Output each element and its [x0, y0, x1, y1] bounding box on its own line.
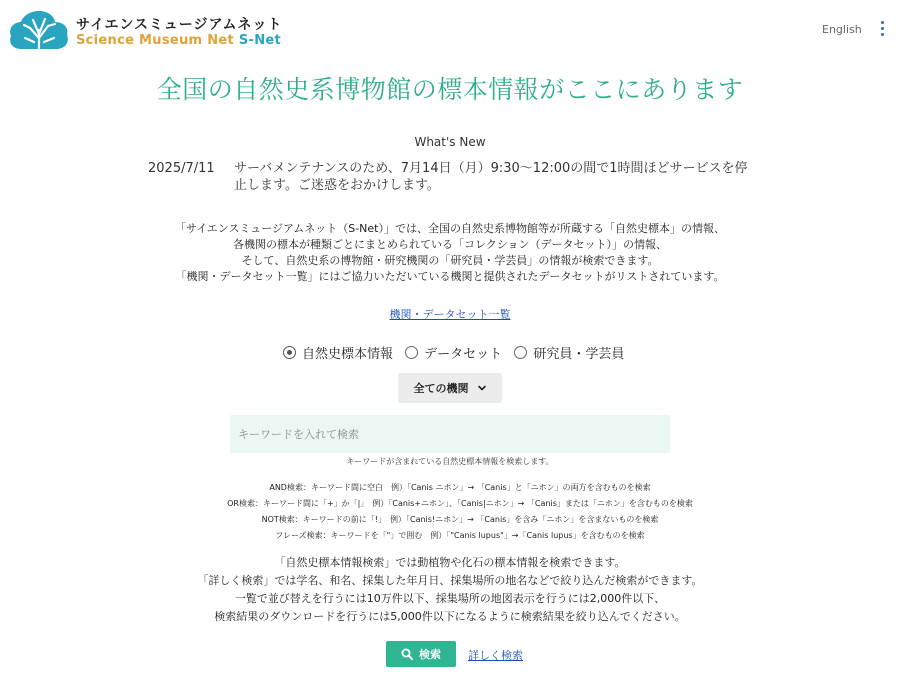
keyword-search-input[interactable] — [230, 415, 670, 453]
logo-snet: S-Net — [238, 33, 282, 48]
institution-dropdown-button[interactable] — [398, 373, 502, 403]
institution-dropdown-label: 全ての機関 — [413, 382, 469, 395]
intro-line: そして、自然史系の博物館・研究機関の「研究員・学芸員」の情報が検索できます。 — [241, 254, 659, 267]
search-operators-help — [200, 480, 720, 544]
search-notes — [0, 554, 900, 626]
chevron-down-icon — [477, 383, 487, 393]
operator-help-line: OR検索：キーワード間に「+」か「|」 例）「Canis+ニホン」、「Canis|ニホン」→ 「Canis」または「ニホン」を含むものを検索 — [227, 499, 693, 508]
institution-dataset-list-link[interactable]: 機関・データセット一覧 — [389, 308, 511, 321]
whats-new-title: What's New — [414, 135, 486, 149]
more-vert-icon[interactable] — [877, 21, 887, 39]
intro-line: 「機関・データセット一覧」にはご協力いただいている機関と提供されたデータセットがリストされています。 — [175, 270, 725, 283]
radio-specimen[interactable] — [283, 343, 393, 362]
radio-label: 研究員・学芸員 — [533, 347, 625, 362]
search-icon — [401, 648, 413, 660]
logo-english-name: Science Museum Net — [76, 33, 235, 48]
note-line: 「詳しく検索」では学名、和名、採集した年月日、採集場所の地名などで絞り込んだ検索ができます。 — [197, 574, 703, 587]
search-button[interactable] — [386, 641, 456, 667]
radio-label: 自然史標本情報 — [302, 347, 394, 362]
intro-line: 「サイエンスミュージアムネット（S-Net）」では、全国の自然史系博物館等が所蔵する「自然史標本」の情報、 — [174, 222, 725, 235]
site-header — [0, 0, 900, 60]
radio-unchecked-icon — [405, 346, 418, 359]
operator-help-line: NOT検索：キーワードの前に「!」 例）「Canis!ニホン」→ 「Canis」を含み「ニホン」を含まないものを検索 — [261, 515, 659, 524]
radio-unchecked-icon — [514, 346, 527, 359]
note-line: 検索結果のダウンロードを行うには5,000件以下になるように検索結果を絞り込んでください。 — [214, 610, 686, 623]
page-headline: 全国の自然史系博物館の標本情報がここにあります — [156, 75, 744, 104]
search-hint: キーワードが含まれている自然史標本情報を検索します。 — [346, 457, 554, 466]
intro-line: 各機関の標本が種類ごとにまとめられている「コレクション（データセット）」の情報、 — [232, 238, 668, 251]
news-text: サーバメンテナンスのため、7月14日（月）9:30～12:00の間で1時間ほどサービスを停止します。ご迷惑をおかけします。 — [234, 161, 748, 193]
radio-label: データセット — [424, 347, 503, 362]
note-line: 「自然史標本情報検索」では動植物や化石の標本情報を検索できます。 — [274, 556, 626, 569]
news-date: 2025/7/11 — [148, 161, 215, 176]
english-language-link[interactable]: English — [822, 23, 862, 36]
radio-researcher[interactable] — [514, 343, 624, 362]
advanced-search-link[interactable]: 詳しく検索 — [468, 649, 523, 662]
radio-dataset[interactable] — [405, 343, 502, 362]
search-button-label: 検索 — [419, 648, 441, 661]
search-type-radio-group — [283, 343, 632, 363]
tree-logo-icon[interactable] — [8, 8, 70, 54]
logo-japanese-text: サイエンスミュージアムネット — [76, 17, 283, 33]
operator-help-line: フレーズ検索：キーワードを「"」で囲む 例）「"Canis lupus"」→「Canis lupus」を含むものを検索 — [275, 531, 645, 540]
logo-english-text — [76, 33, 281, 48]
note-line: 一覧で並び替えを行うには10万件以下、採集場所の地図表示を行うには2,000件以下、 — [234, 592, 666, 605]
radio-checked-icon — [283, 346, 296, 359]
list-link-wrap — [0, 306, 900, 322]
operator-help-line: AND検索：キーワード間に空白 例）「Canis ニホン」→ 「Canis」と「ニホン」の両方を含むものを検索 — [269, 483, 651, 492]
intro-text — [0, 221, 900, 285]
